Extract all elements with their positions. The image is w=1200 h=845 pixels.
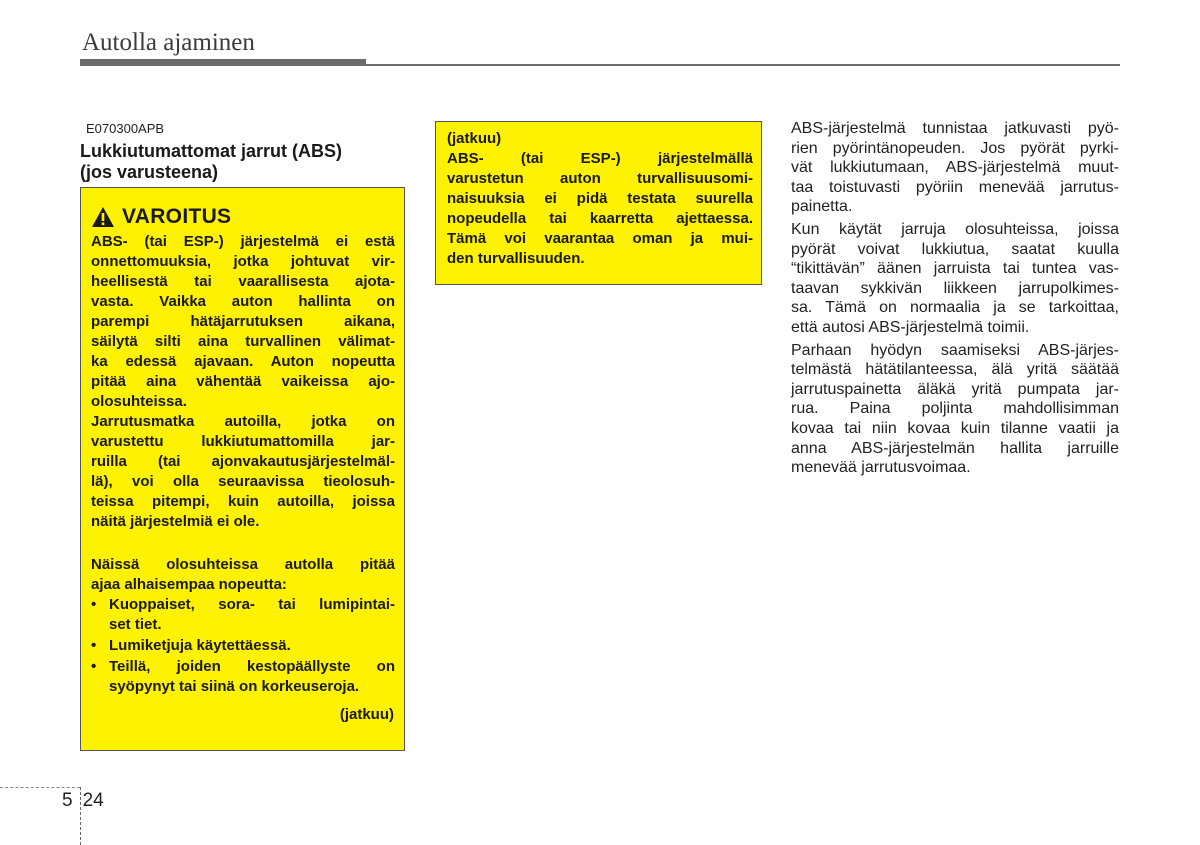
header-rule xyxy=(80,64,1120,66)
text-line: ABS- (tai ESP-) järjestelmällä xyxy=(447,150,753,167)
section-title-line: (jos varusteena) xyxy=(80,162,219,182)
warning-bullet-item xyxy=(91,636,395,656)
text-line: naisuuksia ei pidä testata suurella xyxy=(447,190,753,207)
text-line: ka edessä ajavaan. Auton nopeutta xyxy=(91,353,395,370)
text-line: Teillä, joiden kestopäällyste on xyxy=(109,658,395,675)
text-line: pyörät voivat lukkiutua, saatat kuulla xyxy=(791,240,1119,258)
text-line: menevää jarrutusvoimaa. xyxy=(791,459,971,477)
text-line: onnettomuuksia, jotka johtuvat vir- xyxy=(91,253,395,270)
text-line: varustettu lukkiutumattomilla jar- xyxy=(91,433,395,450)
text-line: kovaa tai niin kovaa kuin tilanne vaatii ja xyxy=(791,419,1119,437)
text-line: pitää aina vähentää vaikeissa ajo- xyxy=(91,373,395,390)
text-line: Lumiketjuja käytettäessä. xyxy=(109,637,291,654)
text-line: sa. Tämä on normaalia ja se tarkoittaa, xyxy=(791,299,1119,317)
text-line: heellisestä tai vaarallisesta ajota- xyxy=(91,273,395,290)
page-header-title: Autolla ajaminen xyxy=(82,29,255,56)
warning-bullet-item xyxy=(91,657,395,697)
text-line: ABS- (tai ESP-) järjestelmä ei estä xyxy=(91,233,395,250)
text-line: Tämä voi vaarantaa oman ja mui- xyxy=(447,230,753,247)
body-paragraph xyxy=(791,220,1119,338)
warning-paragraph xyxy=(91,232,395,412)
warning-label: VAROITUS xyxy=(122,205,232,228)
page-number xyxy=(62,790,104,812)
text-line: nopeudella tai kaarretta ajettaessa. xyxy=(447,210,753,227)
text-line: Parhaan hyödyn saamiseksi ABS-järjes- xyxy=(791,341,1119,359)
continued-warning-box xyxy=(435,121,762,285)
text-line: rien pyörintänopeuden. Jos pyörät pyrki- xyxy=(791,139,1119,157)
text-line: lä), voi olla seuraavissa tieolosuh- xyxy=(91,473,395,490)
text-line: Jarrutusmatka autoilla, jotka on xyxy=(91,413,395,430)
body-paragraph xyxy=(791,341,1119,478)
text-line: teissa pitempi, kuin autoilla, joissa xyxy=(91,493,395,510)
text-line: vasta. Vaikka auton hallinta on xyxy=(91,293,395,310)
text-line: ABS-järjestelmä tunnistaa jatkuvasti pyö- xyxy=(791,120,1119,137)
text-line: Näissä olosuhteissa autolla pitää xyxy=(91,556,395,573)
warning-paragraph xyxy=(91,555,395,595)
warning-bullet-item xyxy=(91,595,395,635)
text-line: telmästä hätätilanteessa, älä yritä säätää xyxy=(791,361,1119,379)
text-line: että autosi ABS-järjestelmä toimii. xyxy=(791,318,1030,336)
text-line: taavan sykkivän liikkeen jarrupolkimes- xyxy=(791,279,1119,297)
continued-label: (jatkuu) xyxy=(339,706,394,723)
text-line: näitä järjestelmiä ei ole. xyxy=(91,513,260,530)
section-title xyxy=(80,141,410,183)
footer-rule xyxy=(0,787,80,788)
text-line: (jatkuu) xyxy=(447,130,502,147)
text-line: syöpynyt tai siinä on korkeuseroja. xyxy=(109,678,360,695)
warning-box xyxy=(80,187,405,751)
text-line: vät lukkiutumaan, ABS-järjestelmä muut- xyxy=(791,159,1119,177)
text-line: Kuoppaiset, sora- tai lumipintai- xyxy=(109,596,395,613)
body-paragraph xyxy=(791,119,1119,217)
text-line: painetta. xyxy=(791,198,853,216)
body-text-column xyxy=(791,119,1119,481)
text-line: ajaa alhaisempaa nopeutta: xyxy=(91,576,287,593)
text-line: ruilla (tai ajonvakautusjärjestelmäl- xyxy=(91,453,395,470)
bullet-icon: • xyxy=(91,637,97,654)
text-line: jarrutuspainetta äläkä yritä pumpata jar- xyxy=(791,380,1119,398)
continued-warning-text xyxy=(447,129,753,269)
section-code: E070300APB xyxy=(86,121,165,136)
text-line: den turvallisuuden. xyxy=(447,250,585,267)
bullet-icon: • xyxy=(91,596,97,613)
section-title-line: Lukkiutumattomat jarrut (ABS) xyxy=(80,141,343,161)
warning-bullet-list xyxy=(91,595,395,698)
text-line: set tiet. xyxy=(109,616,162,633)
chapter-number: 5 xyxy=(62,790,73,811)
page-number-value: 24 xyxy=(82,790,104,811)
text-line: rua. Paina poljinta mahdollisimman xyxy=(791,400,1119,418)
text-line: olosuhteissa. xyxy=(91,393,187,410)
warning-paragraph xyxy=(91,412,395,532)
text-line: “tikittävän” äänen jarruista tai tuntea vas- xyxy=(791,260,1119,278)
warning-triangle-icon xyxy=(91,206,115,228)
text-line: taa toistuvasti pyöriin menevää jarrutus- xyxy=(791,178,1119,196)
text-line: säilytä silti aina turvallinen välimat- xyxy=(91,333,395,350)
warning-header xyxy=(91,205,231,229)
text-line: Kun käytät jarruja olosuhteissa, joissa xyxy=(791,220,1119,238)
text-line: parempi hätäjarrutuksen aikana, xyxy=(91,313,395,330)
text-line: anna ABS-järjestelmän hallita jarruille xyxy=(791,439,1119,457)
text-line: varustetun auton turvallisuusomi- xyxy=(447,170,753,187)
bullet-icon: • xyxy=(91,658,97,675)
